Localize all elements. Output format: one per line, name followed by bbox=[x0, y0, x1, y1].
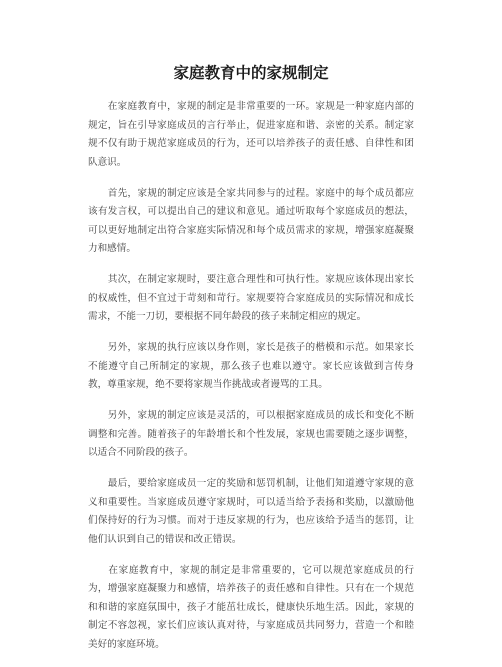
paragraph-role-model bbox=[88, 339, 414, 395]
paragraph-text: 在家庭教育中，家规的制定是非常重要的一环。家规是一种家庭内部的规定，旨在引导家庭成员的言行举止，促进家庭和谐、亲密的关系。制定家规不仅有助于规范家庭成员的行为，还可以培养孩子的责任感、自律性和团队意识。 bbox=[88, 101, 414, 168]
paragraph-rewards bbox=[88, 475, 414, 549]
paragraph-reasonableness bbox=[88, 271, 414, 327]
document-body bbox=[88, 98, 414, 667]
paragraph-intro bbox=[88, 98, 414, 172]
paragraph-participation bbox=[88, 185, 414, 259]
paragraph-text: 最后，要给家庭成员一定的奖励和惩罚机制，让他们知道遵守家规的意义和重要性。当家庭成员遵守家规时，可以适当给予表扬和奖励，以激励他们保持好的行为习惯。而对于违反家规的行为，也应该给予适当的惩罚，让他们认识到自己的错误和改正错误。 bbox=[88, 478, 414, 545]
paragraph-text: 在家庭教育中，家规的制定是非常重要的，它可以规范家庭成员的行为，增强家庭凝聚力和感情，培养孩子的责任感和自律性。只有在一个规范和和谐的家庭氛围中，孩子才能茁壮成长，健康快乐地生活。因此，家规的制定不容忽视，家长们应该认真对待，与家庭成员共同努力，营造一个和睦美好的家庭环境。 bbox=[88, 564, 414, 650]
paragraph-text: 另外，家规的制定应该是灵活的，可以根据家庭成员的成长和变化不断调整和完善。随着孩子的年龄增长和个性发展，家规也需要随之逐步调整，以适合不同阶段的孩子。 bbox=[88, 410, 414, 458]
paragraph-text: 首先，家规的制定应该是全家共同参与的过程。家庭中的每个成员都应该有发言权，可以提出自己的建议和意见。通过听取每个家庭成员的想法，可以更好地制定出符合家庭实际情况和每个成员需求的家规，增强家庭凝聚力和感情。 bbox=[88, 187, 414, 254]
paragraph-text: 其次，在制定家规时，要注意合理性和可执行性。家规应该体现出家长的权威性，但不宜过于苛刻和苛行。家规要符合家庭成员的实际情况和成长需求，不能一刀切，要根据不同年龄段的孩子来制定相应的规定。 bbox=[88, 274, 414, 322]
paragraph-flexibility bbox=[88, 407, 414, 463]
paragraph-conclusion bbox=[88, 562, 414, 655]
paragraph-text: 另外，家规的执行应该以身作则，家长是孩子的楷模和示范。如果家长不能遵守自己所制定的家规，那么孩子也难以遵守。家长应该做到言传身教，尊重家规，绝不要将家规当作挑战或者谩骂的工具。 bbox=[88, 342, 414, 390]
document-title: 家庭教育中的家规制定 bbox=[173, 64, 329, 82]
